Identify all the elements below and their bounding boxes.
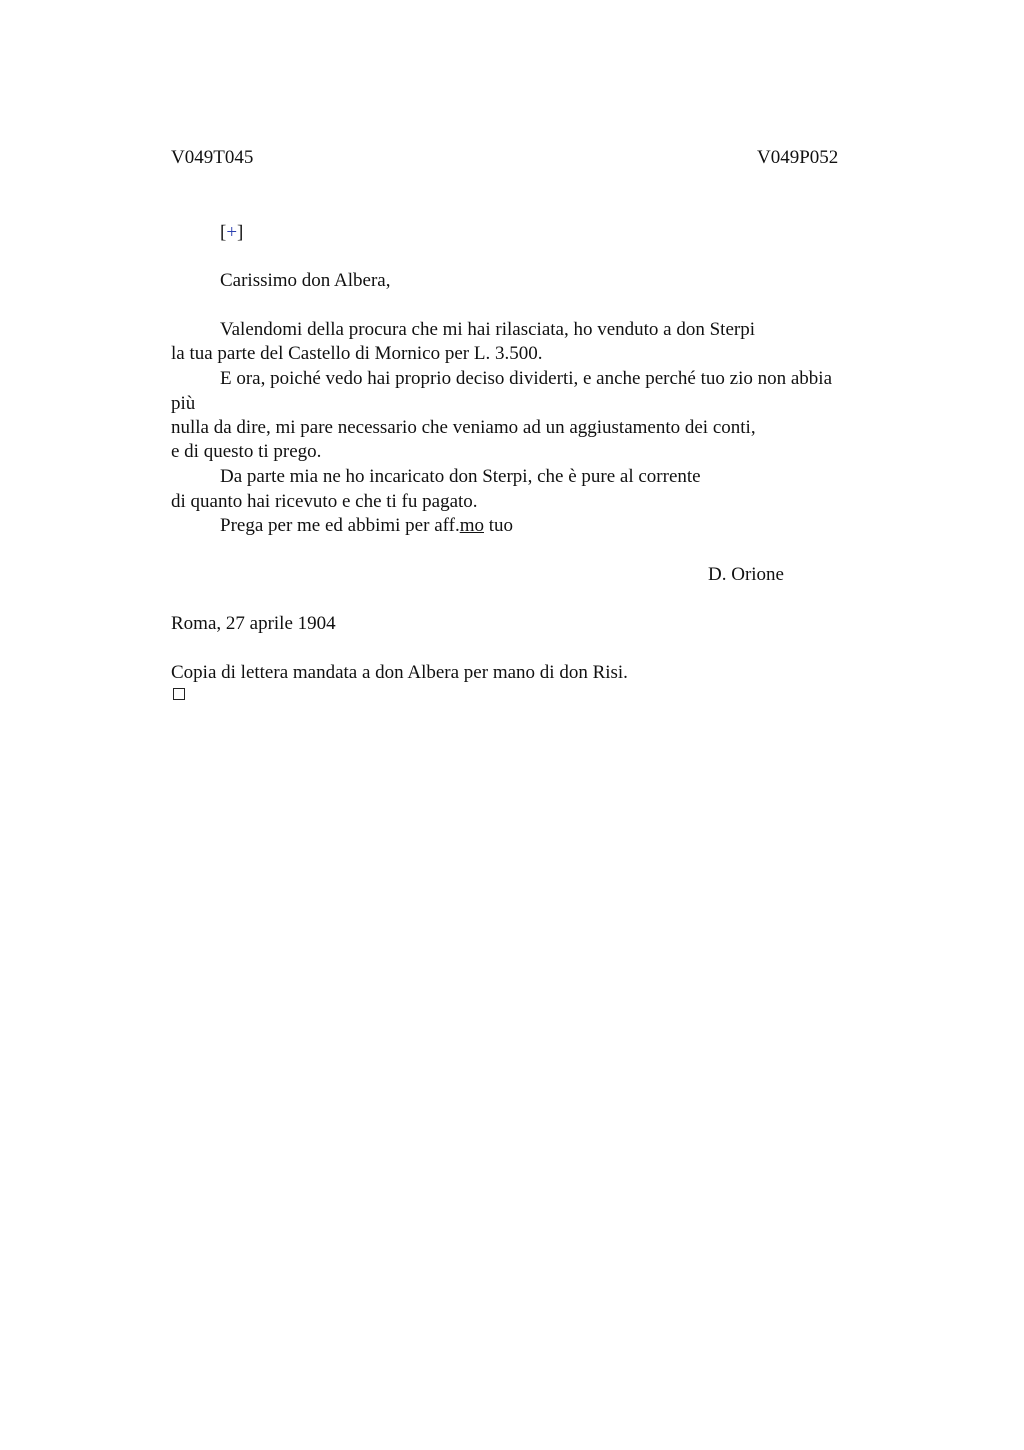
closing-line <box>220 514 513 538</box>
letter-line: Valendomi della procura che mi hai rilasciata, ho venduto a don Sterpi <box>220 319 755 340</box>
expand-plus-link[interactable]: + <box>226 222 238 243</box>
end-marker-box <box>173 688 185 700</box>
place-date: Roma, 27 aprile 1904 <box>171 613 336 634</box>
expand-toggle[interactable] <box>220 221 243 245</box>
letter-line: nulla da dire, mi pare necessario che veniamo ad un aggiustamento dei conti, <box>171 417 756 438</box>
signature: D. Orione <box>708 564 784 585</box>
copy-note: Copia di lettera mandata a don Albera per mano di don Risi. <box>171 662 628 683</box>
document-code-left: V049T045 <box>171 147 254 168</box>
letter-line: e di questo ti prego. <box>171 441 322 462</box>
letter-line: E ora, poiché vedo hai proprio deciso dividerti, e anche perché tuo zio non abbia <box>220 368 832 389</box>
closing-tail: tuo <box>483 515 514 536</box>
toggle-open-bracket: [ <box>220 222 227 243</box>
salutation: Carissimo don Albera, <box>220 270 391 291</box>
letter-line: di quanto hai ricevuto e che ti fu pagato. <box>171 491 478 512</box>
toggle-close-bracket: ] <box>237 222 244 243</box>
letter-line: più <box>171 393 196 414</box>
closing-text: Prega per me ed abbimi per aff. <box>220 515 460 536</box>
closing-abbreviation: mo <box>459 515 484 536</box>
letter-line: la tua parte del Castello di Mornico per L. 3.500. <box>171 343 543 364</box>
letter-line: Da parte mia ne ho incaricato don Sterpi, che è pure al corrente <box>220 466 701 487</box>
document-code-right: V049P052 <box>757 147 839 168</box>
